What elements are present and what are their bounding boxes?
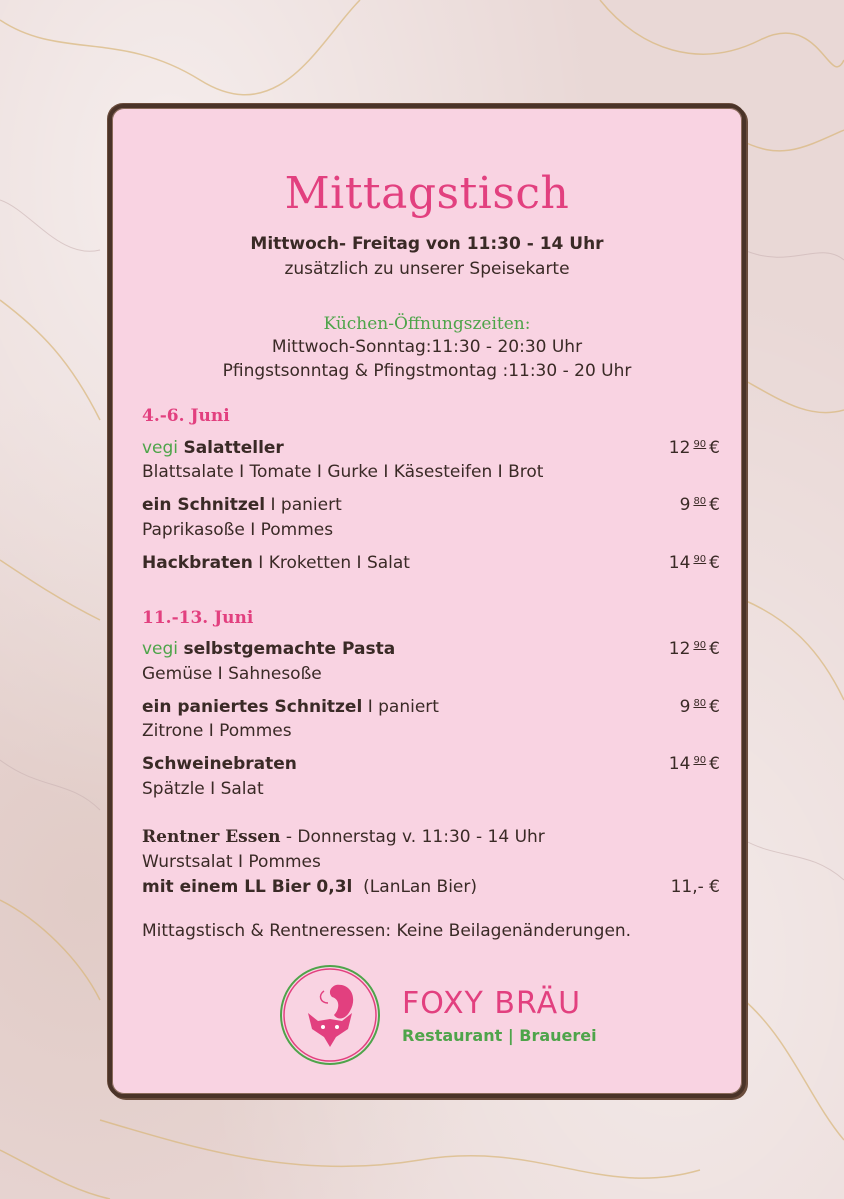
rentner-beer <box>142 877 720 897</box>
hours-line-1: Mittwoch- Freitag von 11:30 - 14 Uhr <box>250 234 604 254</box>
fox-logo-icon <box>278 963 382 1067</box>
item-name: ein Schnitzel <box>142 495 266 515</box>
menu-item <box>142 754 720 774</box>
item-price: 9 $^{80}$ € <box>679 495 720 515</box>
item-price: 9 $^{80}$ € <box>679 697 720 717</box>
item-description: Spätzle I Salat <box>142 779 264 799</box>
page-title: Mittagstisch <box>284 168 570 219</box>
item-price: 14 $^{90}$ € <box>668 553 720 573</box>
menu-item <box>142 639 720 659</box>
kitchen-line-2: Pfingstsonntag & Pfingstmontag :11:30 - 20 Uhr <box>222 361 632 381</box>
item-description: Wurstsalat I Pommes <box>142 852 321 872</box>
rentner-item <box>142 827 720 847</box>
beer-extra: (LanLan Bier) <box>352 877 477 897</box>
item-name: selbstgemachte Pasta <box>183 639 396 659</box>
menu-item <box>142 553 720 573</box>
item-price: 12 $^{90}$ € <box>668 639 720 659</box>
item-description: Gemüse I Sahnesoße <box>142 664 322 684</box>
item-price: 14 $^{90}$ € <box>668 754 720 774</box>
item-name: ein paniertes Schnitzel <box>142 697 363 717</box>
menu-card <box>108 104 746 1098</box>
week2-heading: 11.-13. Juni <box>142 608 254 628</box>
kitchen-line-1: Mittwoch-Sonntag:11:30 - 20:30 Uhr <box>271 337 583 357</box>
item-description: Paprikasoße I Pommes <box>142 520 334 540</box>
kitchen-heading: Küchen-Öffnungszeiten: <box>323 314 531 334</box>
menu-item <box>142 495 720 515</box>
vegi-label: vegi <box>142 438 179 458</box>
item-price: 12 $^{90}$ € <box>668 438 720 458</box>
item-description: Zitrone I Pommes <box>142 721 292 741</box>
brand-subtitle: Restaurant | Brauerei <box>402 1026 597 1045</box>
hours-line-2: zusätzlich zu unserer Speisekarte <box>284 259 570 279</box>
item-name: Rentner Essen <box>142 827 281 847</box>
item-price: 11,- € <box>670 877 720 897</box>
item-extra: - Donnerstag v. 11:30 - 14 Uhr <box>280 827 545 847</box>
note: Mittagstisch & Rentneressen: Keine Beilagenänderungen. <box>142 921 632 941</box>
brand-name: FOXY BRÄU <box>402 986 582 1021</box>
beer-label: mit einem LL Bier 0,3l <box>142 877 353 897</box>
item-name: Schweinebraten <box>142 754 297 774</box>
week1-heading: 4.-6. Juni <box>142 406 230 426</box>
item-name: Salatteller <box>183 438 284 458</box>
item-extra: I paniert <box>362 697 439 717</box>
item-extra: I paniert <box>265 495 342 515</box>
menu-item <box>142 438 720 458</box>
menu-item <box>142 697 720 717</box>
item-name: Hackbraten <box>142 553 253 573</box>
vegi-label: vegi <box>142 639 179 659</box>
item-description: Blattsalate I Tomate I Gurke I Käsesteifen I Brot <box>142 462 544 482</box>
item-extra: I Kroketten I Salat <box>252 553 410 573</box>
